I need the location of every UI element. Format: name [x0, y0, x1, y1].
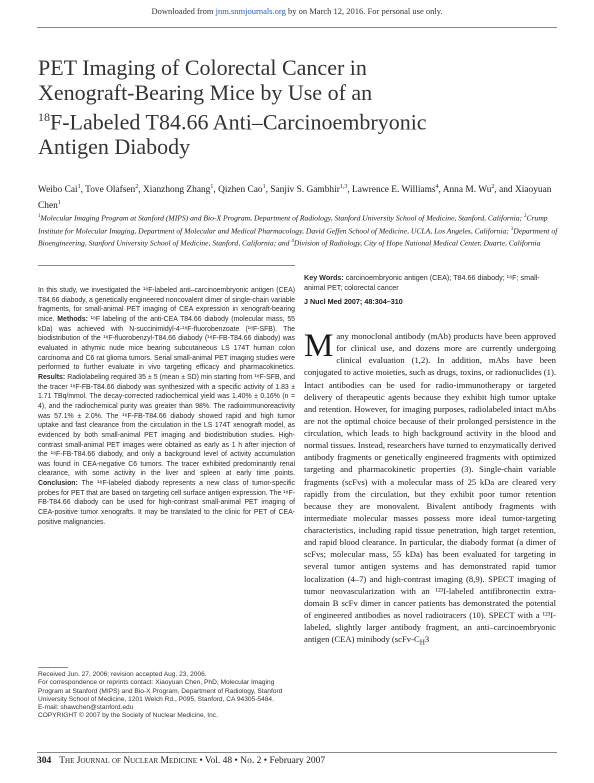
author: [352, 185, 439, 195]
affiliation-number: 1: [38, 214, 41, 219]
keywords-text: carcinoembryonic antigen (CEA); T84.66 diabody; ¹⁸F; small-animal PET; colorectal cancer: [304, 273, 540, 292]
author: [218, 185, 266, 195]
page-number: 304: [37, 756, 52, 766]
author-affiliation-mark: 1,3: [339, 184, 348, 190]
author-name: Xiaoyuan Chen: [38, 185, 552, 212]
author-affiliation-mark: 4: [435, 184, 439, 190]
title-line-4: Antigen Diabody: [38, 133, 191, 159]
top-divider: [37, 27, 557, 28]
copyright-note: COPYRIGHT © 2007 by the Society of Nuclear Medicine, Inc.: [38, 712, 218, 720]
abstract-results: Radiolabeling required 35 ± 5 (mean ± SD) min starting from ¹⁸F-SFB, and the tracer ¹⁸F-FB-T84.66 diabody was synthesized with a specific activity of 1.83 ± 1.71 TBq/mmol. The decay-corrected radiochemical yield was 1.40% ± 0.16% (n = 4), and the radiochemical purity was greater than 98%. The radioimmunoreactivity was 57.1% ± 2.0%. The ¹⁸F-FB-T84.66 diabody showed rapid and high tumor uptake and fast clearance from the circulation in the LS 174T xenograft model, as evidenced by both small-animal PET imaging and biodistribution studies. High-contrast small-animal PET images were obtained as early as 1 h after injection of the ¹⁸F-FB-T84.66 diabody, and only a background level of activity accumulation was found in CEA-negative C6 tumors. The tracer exhibited predominantly renal clearance, with some activity in the liver and spleen at early time points.: [38, 373, 295, 478]
keywords-label: Key Words:: [304, 273, 344, 282]
author-name: Lawrence E. Williams: [352, 185, 436, 196]
article-title: [38, 56, 558, 159]
download-suffix: by on March 12, 2016. For personal use only.: [285, 6, 443, 16]
affiliation-text: Molecular Imaging Program at Stanford (MIPS) and Bio-X Program, Department of Radiology, Stanford University School of Medicine, Stanford, California;: [40, 213, 524, 223]
body-tail: 3: [424, 634, 430, 645]
author: [85, 185, 138, 195]
title-line-2: Xenograft-Bearing Mice by Use of an: [38, 79, 373, 105]
author-affiliation-mark: 1: [77, 184, 81, 190]
author-name: Xianzhong Zhang: [142, 185, 211, 196]
drop-cap: M: [304, 328, 334, 364]
download-prefix: Downloaded from: [151, 6, 216, 16]
abstract-methods: ¹⁸F labeling of the anti-CEA T84.66 diabody (molecular mass, 55 kDa) was achieved with N-succinimidyl-4-¹⁸F-fluorobenzoate (¹⁸F-SFB). The biodistribution of the ¹⁸F-fluorobenzyl-T84.66 diabody (¹⁸F-FB-T84.66 diabody) was evaluated in athymic nude mice bearing subcutaneous LS 174T human colon carcinoma and C6 rat glioma tumors. Serial small-animal PET imaging studies were performed to further evaluate in vivo targeting efficacy and pharmacokinetics.: [38, 315, 295, 372]
author-name: Qizhen Cao: [218, 185, 263, 196]
correspondence-note: For correspondence or reprints contact: Xiaoyuan Chen, PhD, Molecular Imaging Program at Stanford (MIPS) and Bio-X Program, Department of Radiology, Stanford University School of Medicine, 1201 Welch Rd., P095, Stanford, CA 94305-5484.: [38, 679, 283, 703]
affiliation-text: Department of Bioengineering, Stanford University School of Medicine, Stanford, California; and: [38, 226, 558, 248]
journal-name: The Journal of Nuclear Medicine: [59, 756, 197, 766]
author-name: Anna M. Wu: [442, 185, 492, 196]
author-affiliation-mark: 1: [210, 184, 214, 190]
methods-label: Methods:: [57, 315, 88, 323]
author-name: Tove Olafsen: [85, 185, 136, 196]
author-affiliation-mark: 2: [491, 184, 495, 190]
journal-site-link[interactable]: jnm.snmjournals.org: [215, 6, 286, 16]
affiliation-number: 4: [291, 239, 294, 245]
bottom-divider: [37, 752, 557, 753]
citation: J Nucl Med 2007; 48:304–310: [304, 297, 403, 306]
abstract-intro: In this study, we investigated the ¹⁸F-labeled anti–carcinoembryonic antigen (CEA) T84.66 diabody, a genetically engineered noncovalent dimer of single-chain variable fragments, for small-animal PET imaging of CEA expression in xenograft-bearing mice.: [38, 287, 295, 323]
author: [443, 185, 495, 195]
results-label: Results:: [38, 373, 66, 381]
abstract: [38, 286, 295, 527]
issue-info: • Vol. 48 • No. 2 • February 2007: [199, 756, 326, 766]
body-subscript: H: [419, 638, 425, 647]
author-affiliation-mark: 2: [135, 184, 139, 190]
abstract-divider: [38, 265, 295, 266]
title-line-1: PET Imaging of Colorectal Cancer in: [38, 55, 367, 80]
affiliation-list: [38, 211, 558, 249]
author: [143, 185, 213, 195]
affiliation-text: Crump Institute for Molecular Imaging, Department of Molecular and Medical Pharmacology, David Geffen School of Medicine, UCLA, Los Angeles, California;: [38, 213, 548, 236]
author-affiliation-mark: 1: [262, 184, 266, 190]
title-line-3: F-Labeled T84.66 Anti–Carcinoembryonic: [50, 109, 427, 135]
page-footer: [37, 756, 557, 766]
author-name: Sanjiv S. Gambhir: [270, 185, 340, 196]
conclusion-label: Conclusion:: [38, 480, 78, 488]
title-isotope-mass: 18: [38, 110, 50, 124]
author: [38, 185, 81, 195]
email-note[interactable]: E-mail: shawchen@stanford.edu: [38, 704, 134, 712]
author-name: Weibo Cai: [38, 185, 78, 196]
affiliation-number: 2: [524, 214, 527, 219]
footnote-divider: [38, 667, 68, 668]
abstract-conclusion: The ¹⁸F-labeled diabody represents a new class of tumor-specific probes for PET that are based on targeting cell surface antigen expression. The ¹⁸F-FB-T84.66 diabody can be used for high-contrast small-animal PET imaging of CEA-positive tumor xenografts. It may be translated to the clinic for PET of CEA-positive malignancies.: [38, 480, 295, 526]
download-notice: [0, 6, 594, 16]
body-text: [304, 330, 556, 649]
affiliation-text: Division of Radiology, City of Hope National Medical Center, Duarte, California: [293, 238, 541, 248]
body-paragraph: any monoclonal antibody (mAb) products have been approved for clinical use, and dozens more are currently undergoing clinical evaluation (1,2). In addition, mAbs have been conjugated to active moieties, such as drugs, toxins, or radionuclides (1). Intact antibodies can be used for radio-immunotherapy or targeted delivery of therapeutic agents because they exhibit high tumor uptake and retention. However, for imaging purposes, radiolabeled intact mAbs are not the optimal choice because of their prolonged persistence in the circulation, which leads to high background activity in the blood and normal tissues. Instead, researchers have turned to enzymatically derived antibody fragments or genetically engineered fragments with optimized targeting and pharmacokinetic properties (3). Single-chain variable fragments (scFvs) with a molecular mass of 25 kDa are cleared very rapidly from the circulation, but they exhibit poor tumor retention because they are monovalent. Bivalent antibody fragments with intermediate molecular masses possess more ideal tumor-targeting characteristics, including rapid tissue penetration, high target retention, and rapid blood clearance. In particular, the diabody format (a dimer of scFvs; molecular mass, 55 kDa) has been evaluated for targeting in several tumor antigen systems and has demonstrated rapid tumor localization (4–7) and high-contrast imaging (8,9). SPECT imaging of tumor neovascularization with an ¹²³I-labeled antifibronectin extra-domain B scFv dimer in cancer patients has demonstrated the potential of engineered antibodies as novel radiotracers (10). SPECT with a ¹²³I-labeled, slightly larger antibody fragment, an anti–carcinoembryonic antigen (CEA) minibody (scFv-C: [304, 331, 556, 645]
author-list: Weibo Cai$^1$, Tove Olafsen$^2$, Xianzhong Zhang$^1$, Qizhen Cao$^1$, Sanjiv S. Gambhir$^{1,3}$, Lawrence E. Williams$^4$, Anna M. Wu$^2$, and Xiaoyuan Chen$^1$: [38, 184, 552, 212]
footnotes: [38, 671, 295, 721]
affiliation-number: 3: [510, 226, 514, 232]
keywords: [304, 273, 556, 292]
author: [270, 185, 347, 195]
author-affiliation-mark: 1: [57, 200, 61, 207]
received-note: Received Jun. 27, 2006; revision accepted Aug. 23, 2006.: [38, 671, 207, 678]
